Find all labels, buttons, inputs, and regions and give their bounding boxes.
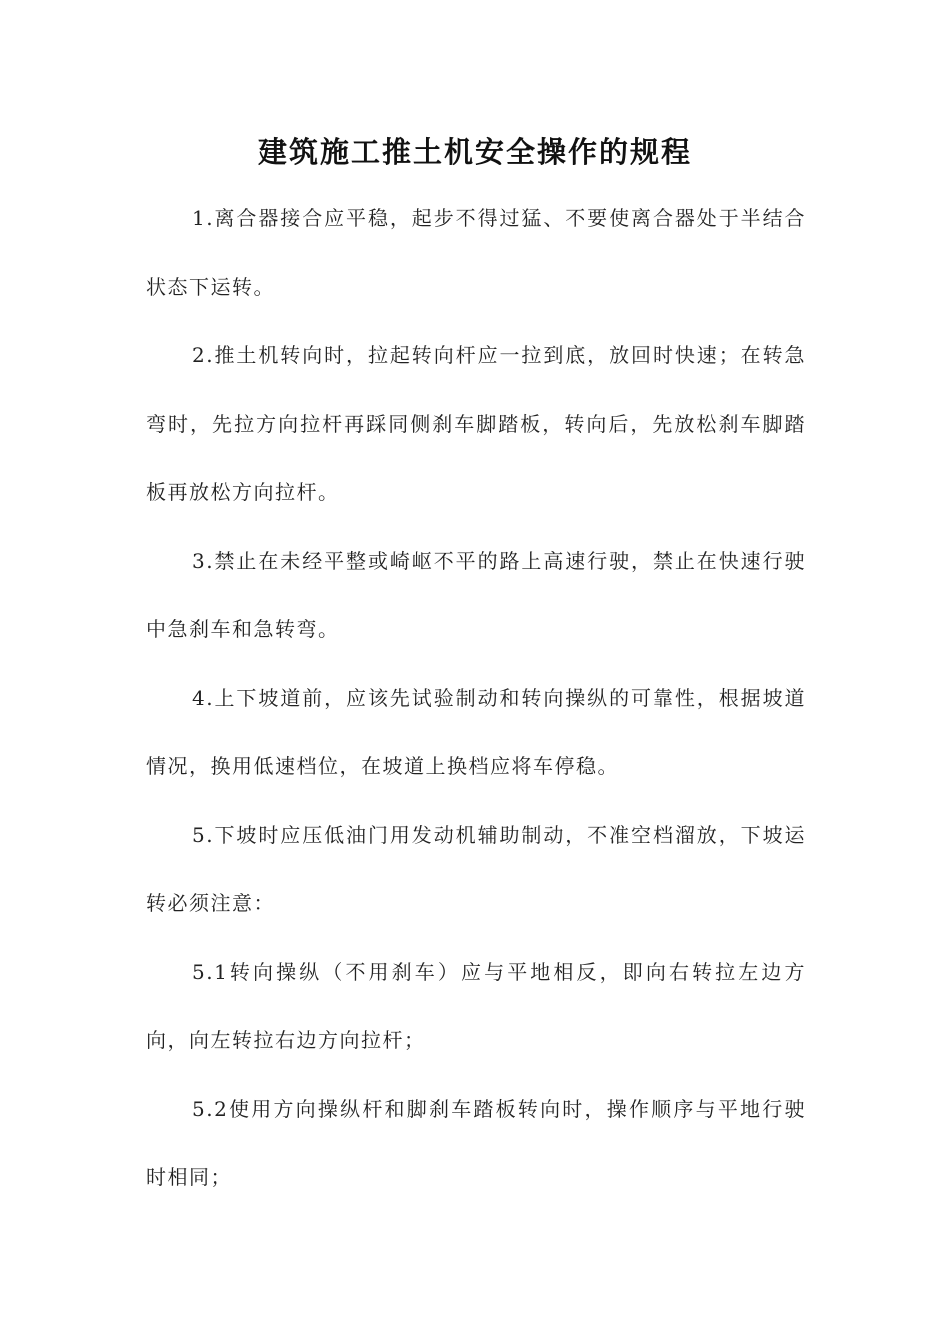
paragraph-3: 3.禁止在未经平整或崎岖不平的路上高速行驶，禁止在快速行驶中急刹车和急转弯。 bbox=[146, 548, 806, 641]
paragraph-5: 5.下坡时应压低油门用发动机辅助制动，不准空档溜放，下坡运转必须注意： bbox=[146, 822, 806, 915]
paragraph-5-1: 5.1转向操纵（不用刹车）应与平地相反，即向右转拉左边方向，向左转拉右边方向拉杆； bbox=[146, 959, 806, 1052]
paragraph-5-2: 5.2使用方向操纵杆和脚刹车踏板转向时，操作顺序与平地行驶时相同； bbox=[146, 1096, 806, 1189]
document-body bbox=[146, 184, 806, 1212]
paragraph-2: 2.推土机转向时，拉起转向杆应一拉到底，放回时快速；在转急弯时，先拉方向拉杆再踩同侧刹车脚踏板，转向后，先放松刹车脚踏板再放松方向拉杆。 bbox=[146, 343, 806, 504]
document-title: 建筑施工推土机安全操作的规程 bbox=[257, 135, 692, 169]
paragraph-4: 4.上下坡道前，应该先试验制动和转向操纵的可靠性，根据坡道情况，换用低速档位，在坡道上换档应将车停稳。 bbox=[146, 685, 806, 778]
paragraph-1: 1.离合器接合应平稳，起步不得过猛、不要使离合器处于半结合状态下运转。 bbox=[146, 206, 806, 299]
